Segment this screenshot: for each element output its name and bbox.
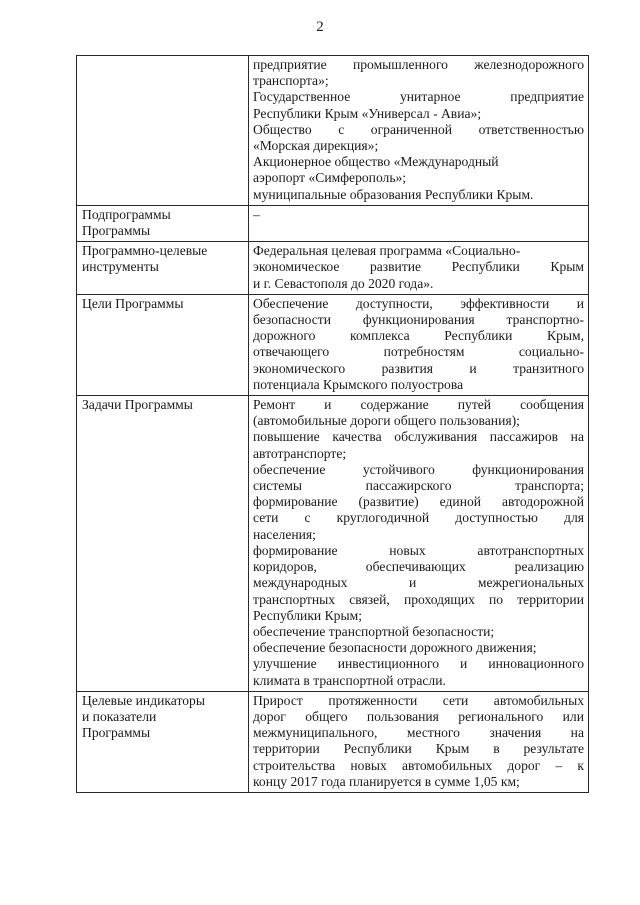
row-content-line: Государственное унитарное предприятие xyxy=(253,89,584,105)
row-content-line: дорожного комплекса Республики Крым, xyxy=(253,328,584,344)
table-row xyxy=(77,205,589,241)
row-content-line: повышение качества обслуживания пассажиров на xyxy=(253,429,584,445)
row-content-line: экономическое развитие Республики Крым xyxy=(253,259,584,275)
row-label-cell xyxy=(77,56,249,206)
row-content-line: предприятие промышленного железнодорожного xyxy=(253,57,584,72)
row-content-line: улучшение инвестиционного и инновационного xyxy=(253,656,584,672)
row-label-cell xyxy=(77,691,249,792)
table-row xyxy=(77,294,589,395)
row-label-cell xyxy=(77,396,249,692)
row-content-line: строительства новых автомобильных дорог – к xyxy=(253,757,584,773)
row-content-line: Республики Крым; xyxy=(253,607,362,623)
row-content-line: международных и межрегиональных xyxy=(253,575,584,591)
row-content-line: Республики Крым «Универсал - Авиа»; xyxy=(253,105,482,121)
row-content-cell xyxy=(249,691,589,792)
row-content-line: и г. Севастополя до 2020 года». xyxy=(253,275,434,291)
row-content-line: Акционерное общество «Международный xyxy=(253,154,499,170)
row-label-line: инструменты xyxy=(82,259,159,275)
row-content-line: формирование (развитие) единой автодорожной xyxy=(253,494,584,510)
row-content-line: дорог общего пользования регионального или xyxy=(253,708,584,724)
row-label-cell xyxy=(77,242,249,295)
row-content-line: формирование новых автотранспортных xyxy=(253,542,584,558)
row-content-line: Обеспечение доступности, эффективности и xyxy=(253,295,584,311)
table-row xyxy=(77,691,589,792)
row-content-line: отвечающего потребностям социально- xyxy=(253,344,584,360)
row-content-line: территории Республики Крым в результате xyxy=(253,741,584,757)
row-label-cell xyxy=(77,294,249,395)
row-label-line: Программы xyxy=(82,223,151,239)
row-content-line: Федеральная целевая программа «Социально- xyxy=(253,243,521,259)
row-content-line: Прирост протяженности сети автомобильных xyxy=(253,692,584,708)
row-label-line: Программно-целевые xyxy=(82,243,208,259)
row-content-cell xyxy=(249,205,589,241)
row-label-line: Подпрограммы xyxy=(82,206,171,222)
row-content-line: климата в транспортной отрасли. xyxy=(253,672,446,688)
row-content-line: Ремонт и содержание путей сообщения xyxy=(253,397,584,413)
row-content-line: концу 2017 года планируется в сумме 1,05 км; xyxy=(253,773,520,789)
row-content-line: аэропорт «Симферополь»; xyxy=(253,170,407,186)
table-row xyxy=(77,242,589,295)
row-content-line: потенциала Крымского полуострова xyxy=(253,376,464,392)
row-label-line: Программы xyxy=(82,725,151,741)
page-number: 2 xyxy=(316,19,324,35)
row-content-cell xyxy=(249,294,589,395)
row-content-line: обеспечение устойчивого функционирования xyxy=(253,461,584,477)
row-content-line: обеспечение транспортной безопасности; xyxy=(253,623,495,639)
row-content-line: автотранспорте; xyxy=(253,445,347,461)
row-content-line: населения; xyxy=(253,526,316,542)
row-content-line: безопасности функционирования транспортно- xyxy=(253,312,584,328)
row-content-line: обеспечение безопасности дорожного движения; xyxy=(253,640,537,656)
table-row xyxy=(77,56,589,206)
row-content-line: экономического развития и транзитного xyxy=(253,360,584,376)
program-passport-table xyxy=(76,55,589,793)
row-content-line: транспортных связей, проходящих по территории xyxy=(253,591,584,607)
table-body xyxy=(77,56,589,793)
row-content-line: Общество с ограниченной ответственностью xyxy=(253,121,584,137)
row-content-line: (автомобильные дороги общего пользования); xyxy=(253,413,520,429)
row-content-cell xyxy=(249,396,589,692)
row-label-cell xyxy=(77,205,249,241)
row-label-line: Задачи Программы xyxy=(82,397,193,413)
row-content-cell xyxy=(249,56,589,206)
table-row xyxy=(77,396,589,692)
row-content-line: сети с круглогодичной доступностью для xyxy=(253,510,584,526)
row-content-cell xyxy=(249,242,589,295)
row-content-line: системы пассажирского транспорта; xyxy=(253,478,584,494)
row-content-line: муниципальные образования Республики Крым. xyxy=(253,186,534,202)
row-label-line: Целевые индикаторы xyxy=(82,692,205,708)
row-content-line: межмуниципального, местного значения на xyxy=(253,725,584,741)
row-label-line: и показатели xyxy=(82,708,157,724)
row-content-line: «Морская дирекция»; xyxy=(253,138,379,154)
row-label-line: Цели Программы xyxy=(82,295,184,311)
row-content-line: транспорта»; xyxy=(253,73,329,89)
row-content-line: коридоров, обеспечивающих реализацию xyxy=(253,559,584,575)
row-content-line: – xyxy=(253,206,260,222)
